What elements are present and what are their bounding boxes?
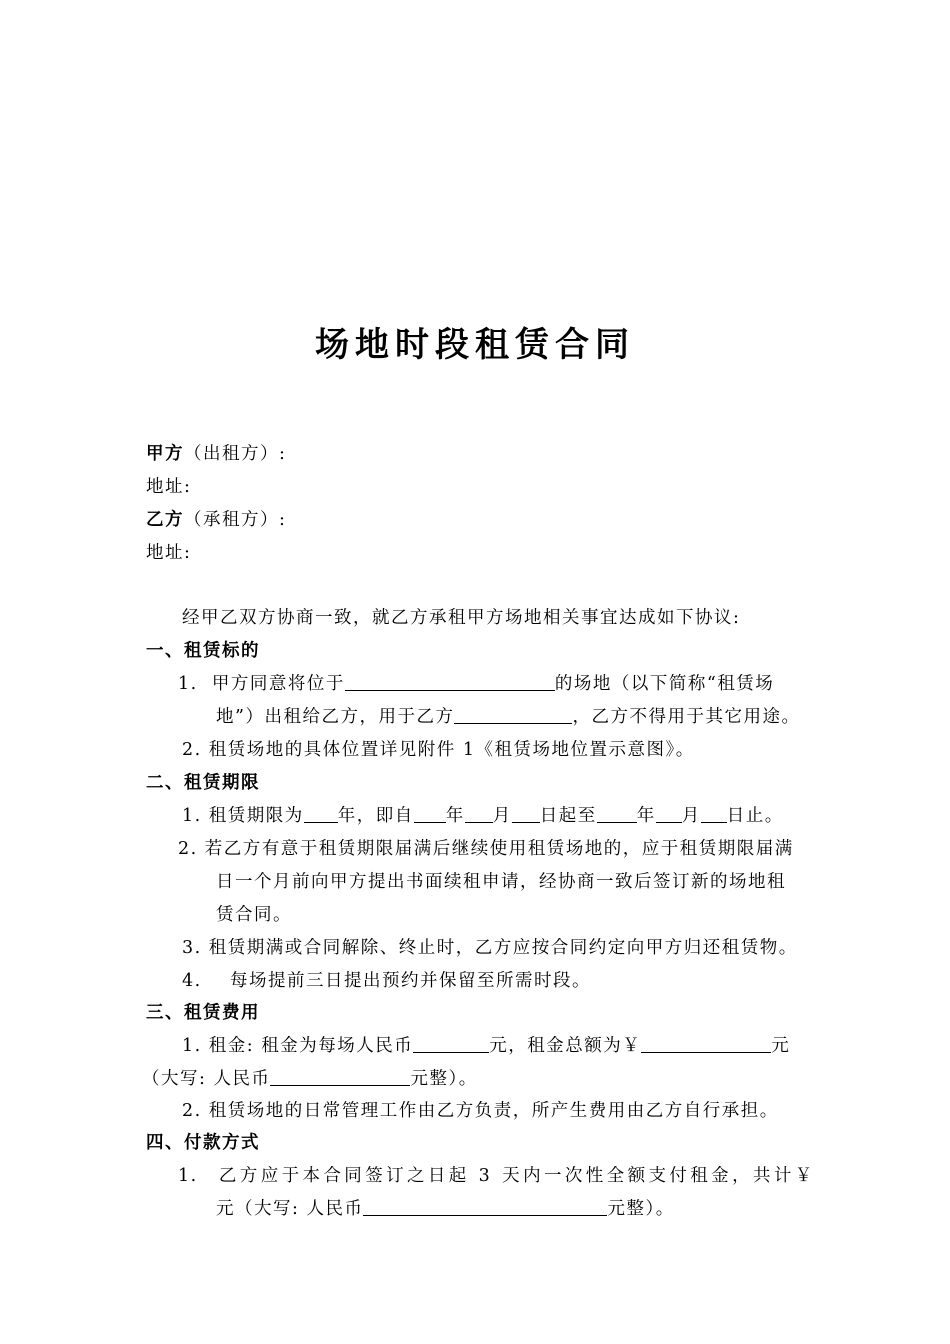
location-blank[interactable] xyxy=(345,672,555,691)
section-2-clause-1 xyxy=(182,802,784,830)
section-2-heading: 二、租赁期限 xyxy=(146,773,260,793)
party-b-address: 地址: xyxy=(146,543,192,563)
section-1-heading: 一、租赁标的 xyxy=(146,641,260,661)
party-b-label: 乙方 xyxy=(146,510,184,530)
section-3-clause-1 xyxy=(182,1032,790,1060)
clause-text: 的场地（以下简称“租赁场 xyxy=(554,674,775,694)
party-a-line xyxy=(146,440,286,468)
clause-text: 1. 租金: 租金为每场人民币 xyxy=(182,1036,414,1056)
clause-text: 元（大写: 人民币 xyxy=(216,1199,364,1219)
party-a-address: 地址: xyxy=(146,477,192,497)
clause-text: 年 xyxy=(636,806,656,826)
section-4-heading: 四、付款方式 xyxy=(146,1133,260,1153)
clause-text: 1. 租赁期限为 xyxy=(182,806,304,826)
section-2-clause-4 xyxy=(182,967,591,995)
section-1-clause-1 xyxy=(178,670,774,698)
start-day-blank[interactable] xyxy=(512,804,540,823)
end-month-blank[interactable] xyxy=(656,804,682,823)
clause-text: （大写: 人民币 xyxy=(142,1069,271,1089)
section-3-heading: 三、租赁费用 xyxy=(146,1003,260,1023)
clause-number: 1. xyxy=(178,1166,198,1186)
payment-words-blank[interactable] xyxy=(363,1197,607,1216)
intro-paragraph: 经甲乙双方协商一致，就乙方承租甲方场地相关事宜达成如下协议: xyxy=(182,608,741,628)
section-1-clause-2: 2. 租赁场地的具体位置详见附件 1《租赁场地位置示意图》。 xyxy=(182,740,695,760)
section-4-clause-1 xyxy=(178,1162,816,1190)
clause-text: 日止。 xyxy=(726,806,784,826)
clause-text: 甲方同意将位于 xyxy=(211,674,345,694)
section-2-clause-3: 3. 租赁期满或合同解除、终止时，乙方应按合同约定向甲方归还租赁物。 xyxy=(182,938,798,958)
party-a-label: 甲方 xyxy=(146,444,184,464)
start-month-blank[interactable] xyxy=(465,804,493,823)
party-b-role: （承租方）: xyxy=(184,510,287,530)
clause-text: 日起至 xyxy=(539,806,597,826)
clause-text: 年 xyxy=(445,806,465,826)
end-year-blank[interactable] xyxy=(597,804,637,823)
rent-total-blank[interactable] xyxy=(641,1034,771,1053)
clause-text: 每场提前三日提出预约并保留至所需时段。 xyxy=(229,971,591,991)
clause-text: 元，租金总额为￥ xyxy=(489,1036,642,1056)
party-a-role: （出租方）: xyxy=(184,444,287,464)
clause-number: 4. xyxy=(182,971,202,991)
section-3-clause-1-cont xyxy=(142,1065,478,1093)
purpose-blank[interactable] xyxy=(454,705,572,724)
term-years-blank[interactable] xyxy=(304,804,338,823)
section-3-clause-2: 2. 租赁场地的日常管理工作由乙方负责，所产生费用由乙方自行承担。 xyxy=(182,1101,779,1121)
clause-text: 元 xyxy=(771,1036,791,1056)
section-4-clause-1-cont xyxy=(216,1195,675,1223)
clause-text: 乙方应于本合同签订之日起 3 天内一次性全额支付租金，共计￥ xyxy=(218,1166,816,1186)
clause-text: 地”）出租给乙方，用于乙方 xyxy=(216,707,455,727)
clause-number: 1. xyxy=(178,674,198,694)
clause-text: 年，即自 xyxy=(337,806,414,826)
clause-text: 元整）。 xyxy=(410,1069,478,1089)
rent-per-session-blank[interactable] xyxy=(413,1034,489,1053)
party-b-line xyxy=(146,506,286,534)
section-2-clause-2-cont: 日一个月前向甲方提出书面续租申请，经协商一致后签订新的场地租 xyxy=(216,872,786,892)
section-1-clause-1-cont xyxy=(216,703,800,731)
end-day-blank[interactable] xyxy=(701,804,727,823)
start-year-blank[interactable] xyxy=(414,804,446,823)
page-title: 场地时段租赁合同 xyxy=(315,325,635,365)
rent-total-words-blank[interactable] xyxy=(270,1067,410,1086)
clause-text: 月 xyxy=(492,806,512,826)
clause-text: 元整）。 xyxy=(607,1199,675,1219)
clause-text: 月 xyxy=(681,806,701,826)
clause-text: ，乙方不得用于其它用途。 xyxy=(572,707,801,727)
section-2-clause-2-cont2: 赁合同。 xyxy=(216,905,292,925)
section-2-clause-2: 2. 若乙方有意于租赁期限届满后继续使用租赁场地的，应于租赁期限届满 xyxy=(178,839,794,859)
